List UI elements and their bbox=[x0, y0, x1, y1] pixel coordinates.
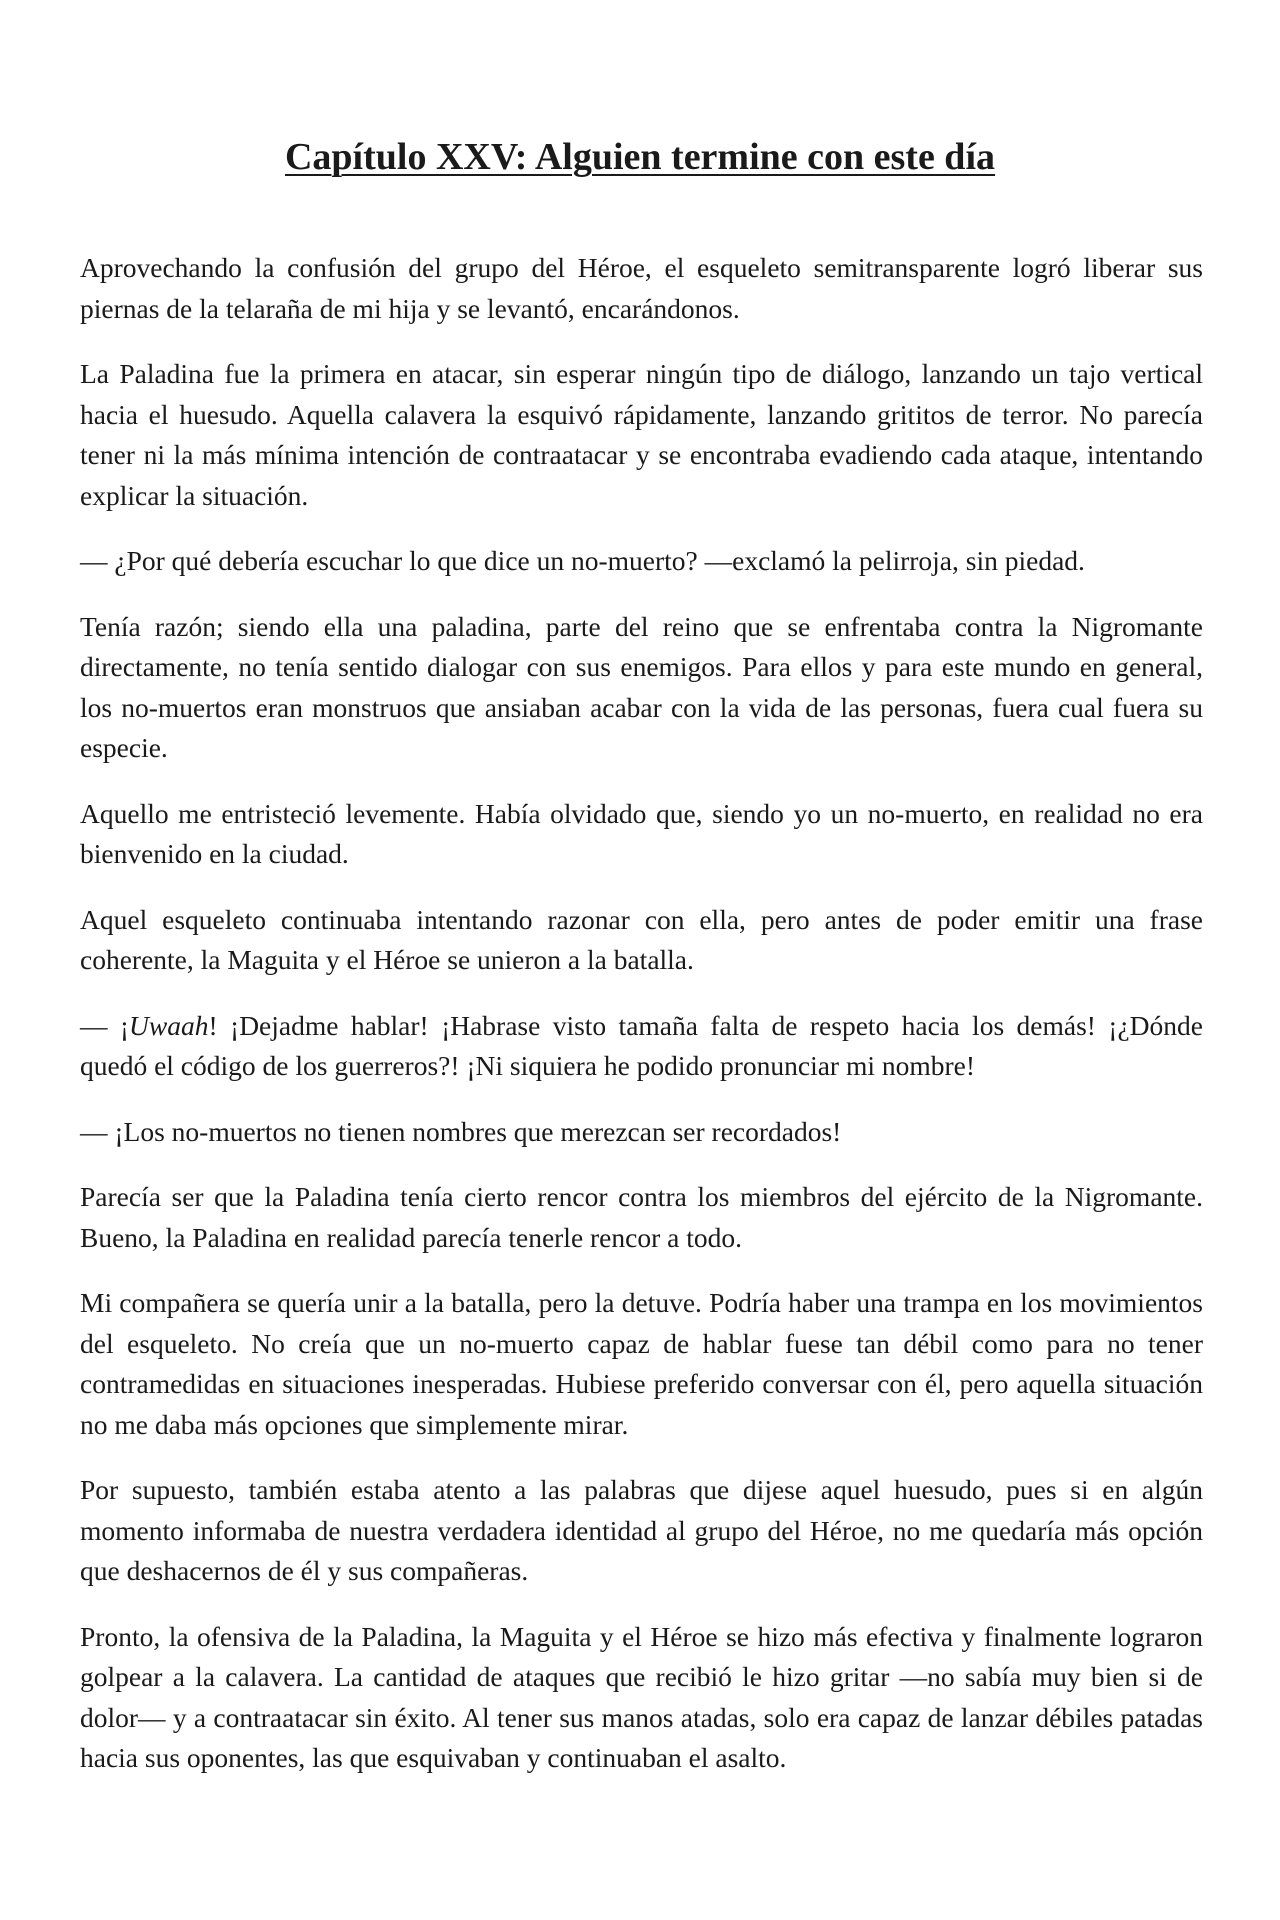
chapter-title-text: Capítulo XXV: Alguien termine con este día bbox=[284, 136, 996, 178]
chapter-title bbox=[0, 132, 1280, 182]
paragraph-1: Aprovechando la confusión del grupo del Héroe, el esqueleto semitransparente logró liberar sus piernas de la telaraña de mi hija y se levantó, encarándonos. bbox=[80, 252, 1203, 324]
paragraph-3-dialogue: — ¿Por qué debería escuchar lo que dice un no-muerto? —exclamó la pelirroja, sin piedad. bbox=[80, 545, 1085, 576]
paragraph-10: Mi compañera se quería unir a la batalla, pero la detuve. Podría haber una trampa en los movimientos del esqueleto. No creía que un no-muerto capaz de hablar fuese tan débil como para no tener contramedidas en situaciones inesperadas. Hubiese preferido conversar con él, pero aquella situación no me daba más opciones que simplemente mirar. bbox=[80, 1287, 1203, 1440]
dialogue-rest: ! ¡Dejadme hablar! ¡Habrase visto tamaña falta de respeto hacia los demás! ¡¿Dónde quedó el código de los guerreros?! ¡Ni siquiera he podido pronunciar mi nombre! bbox=[80, 1009, 1203, 1081]
dialogue-italic: Uwaah bbox=[129, 1009, 209, 1041]
paragraph-5: Aquello me entristeció levemente. Había olvidado que, siendo yo un no-muerto, en realidad no era bienvenido en la ciudad. bbox=[80, 797, 1203, 869]
paragraph-12: Pronto, la ofensiva de la Paladina, la Maguita y el Héroe se hizo más efectiva y finalmente lograron golpear a la calavera. La cantidad de ataques que recibió le hizo gritar —no sabía muy bien si de dolor— y a contraatacar sin éxito. Al tener sus manos atadas, solo era capaz de lanzar débiles patadas hacia sus oponentes, las que esquivaban y continuaban el asalto. bbox=[80, 1620, 1203, 1773]
paragraph-11: Por supuesto, también estaba atento a las palabras que dijese aquel huesudo, pues si en algún momento informaba de nuestra verdadera identidad al grupo del Héroe, no me quedaría más opción que deshacernos de él y sus compañeras. bbox=[80, 1474, 1203, 1586]
body-text bbox=[80, 248, 1203, 1804]
paragraph-4: Tenía razón; siendo ella una paladina, parte del reino que se enfrentaba contra la Nigromante directamente, no tenía sentido dialogar con sus enemigos. Para ellos y para este mundo en general, los no-muertos eran monstruos que ansiaban acabar con la vida de las personas, fuera cual fuera su especie. bbox=[80, 610, 1203, 763]
dialogue-prefix: — ¡ bbox=[80, 1009, 130, 1041]
paragraph-9: Parecía ser que la Paladina tenía cierto rencor contra los miembros del ejército de la Nigromante. Bueno, la Paladina en realidad parecía tenerle rencor a todo. bbox=[80, 1181, 1203, 1253]
paragraph-8-dialogue: — ¡Los no-muertos no tienen nombres que merezcan ser recordados! bbox=[80, 1115, 842, 1147]
paragraph-7-dialogue bbox=[80, 1006, 1203, 1087]
paragraph-6: Aquel esqueleto continuaba intentando razonar con ella, pero antes de poder emitir una frase coherente, la Maguita y el Héroe se unieron a la batalla. bbox=[80, 903, 1203, 975]
paragraph-2: La Paladina fue la primera en atacar, sin esperar ningún tipo de diálogo, lanzando un tajo vertical hacia el huesudo. Aquella calavera la esquivó rápidamente, lanzando grititos de terror. No parecía tener ni la más mínima intención de contraatacar y se encontraba evadiendo cada ataque, intentando explicar la situación. bbox=[80, 358, 1203, 511]
